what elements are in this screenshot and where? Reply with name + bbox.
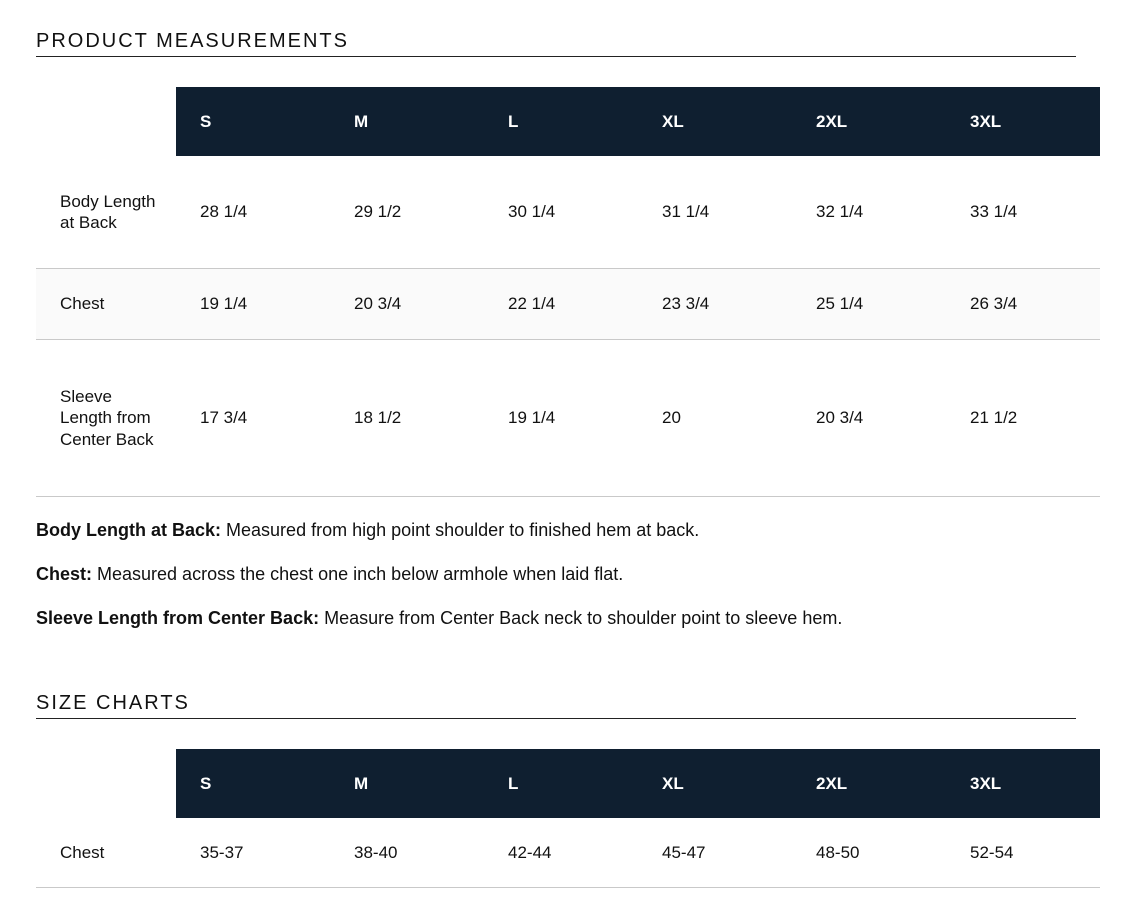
- size-header: M: [330, 749, 484, 818]
- table-cell: 20 3/4: [330, 269, 484, 340]
- table-cell: 30 1/4: [484, 156, 638, 269]
- table-cell: 19 1/4: [484, 340, 638, 497]
- size-header: 3XL: [946, 749, 1100, 818]
- table-cell: 26 3/4: [946, 269, 1100, 340]
- note-term: Chest:: [36, 564, 93, 584]
- measurement-notes: [36, 519, 1106, 651]
- table-cell: 45-47: [638, 818, 792, 888]
- size-charts-table: [36, 749, 1100, 888]
- table-cell: 38-40: [330, 818, 484, 888]
- table-cell: 18 1/2: [330, 340, 484, 497]
- note-sleeve-length: [36, 607, 1106, 629]
- table-cell: 20 3/4: [792, 340, 946, 497]
- size-header: 2XL: [792, 749, 946, 818]
- size-header: XL: [638, 749, 792, 818]
- product-measurements-table: [36, 87, 1100, 497]
- table-row: [36, 340, 1100, 497]
- table-cell: 22 1/4: [484, 269, 638, 340]
- note-text: Measured from high point shoulder to finished hem at back.: [221, 520, 700, 540]
- table-cell: 52-54: [946, 818, 1100, 888]
- header-blank-cell: [36, 87, 176, 156]
- size-charts-title: SIZE CHARTS: [36, 692, 1076, 719]
- size-header: 3XL: [946, 87, 1100, 156]
- table-cell: 17 3/4: [176, 340, 330, 497]
- note-term: Body Length at Back:: [36, 520, 222, 540]
- table-row: [36, 156, 1100, 269]
- size-header: M: [330, 87, 484, 156]
- table-cell: 20: [638, 340, 792, 497]
- table-row: [36, 269, 1100, 340]
- table-cell: 48-50: [792, 818, 946, 888]
- note-text: Measure from Center Back neck to shoulder point to sleeve hem.: [319, 608, 843, 628]
- table-cell: 23 3/4: [638, 269, 792, 340]
- size-header: L: [484, 87, 638, 156]
- row-label: Chest: [36, 269, 176, 340]
- size-header: 2XL: [792, 87, 946, 156]
- table-cell: 42-44: [484, 818, 638, 888]
- table-cell: 28 1/4: [176, 156, 330, 269]
- table-cell: 32 1/4: [792, 156, 946, 269]
- table-cell: 29 1/2: [330, 156, 484, 269]
- table-cell: 35-37: [176, 818, 330, 888]
- product-measurements-title: PRODUCT MEASUREMENTS: [36, 30, 1076, 57]
- row-label: Chest: [36, 818, 176, 888]
- table-header-row: [36, 749, 1100, 818]
- size-header: S: [176, 749, 330, 818]
- table-cell: 19 1/4: [176, 269, 330, 340]
- table-cell: 33 1/4: [946, 156, 1100, 269]
- table-cell: 25 1/4: [792, 269, 946, 340]
- table-row: [36, 818, 1100, 888]
- note-body-length: [36, 519, 1106, 541]
- size-header: XL: [638, 87, 792, 156]
- size-header: S: [176, 87, 330, 156]
- table-cell: 31 1/4: [638, 156, 792, 269]
- size-header: L: [484, 749, 638, 818]
- table-cell: 21 1/2: [946, 340, 1100, 497]
- note-term: Sleeve Length from Center Back:: [36, 608, 320, 628]
- note-chest: [36, 563, 1106, 585]
- header-blank-cell: [36, 749, 176, 818]
- note-text: Measured across the chest one inch below armhole when laid flat.: [92, 564, 624, 584]
- row-label: Sleeve Length from Center Back: [36, 340, 176, 497]
- row-label: Body Length at Back: [36, 156, 176, 269]
- table-header-row: [36, 87, 1100, 156]
